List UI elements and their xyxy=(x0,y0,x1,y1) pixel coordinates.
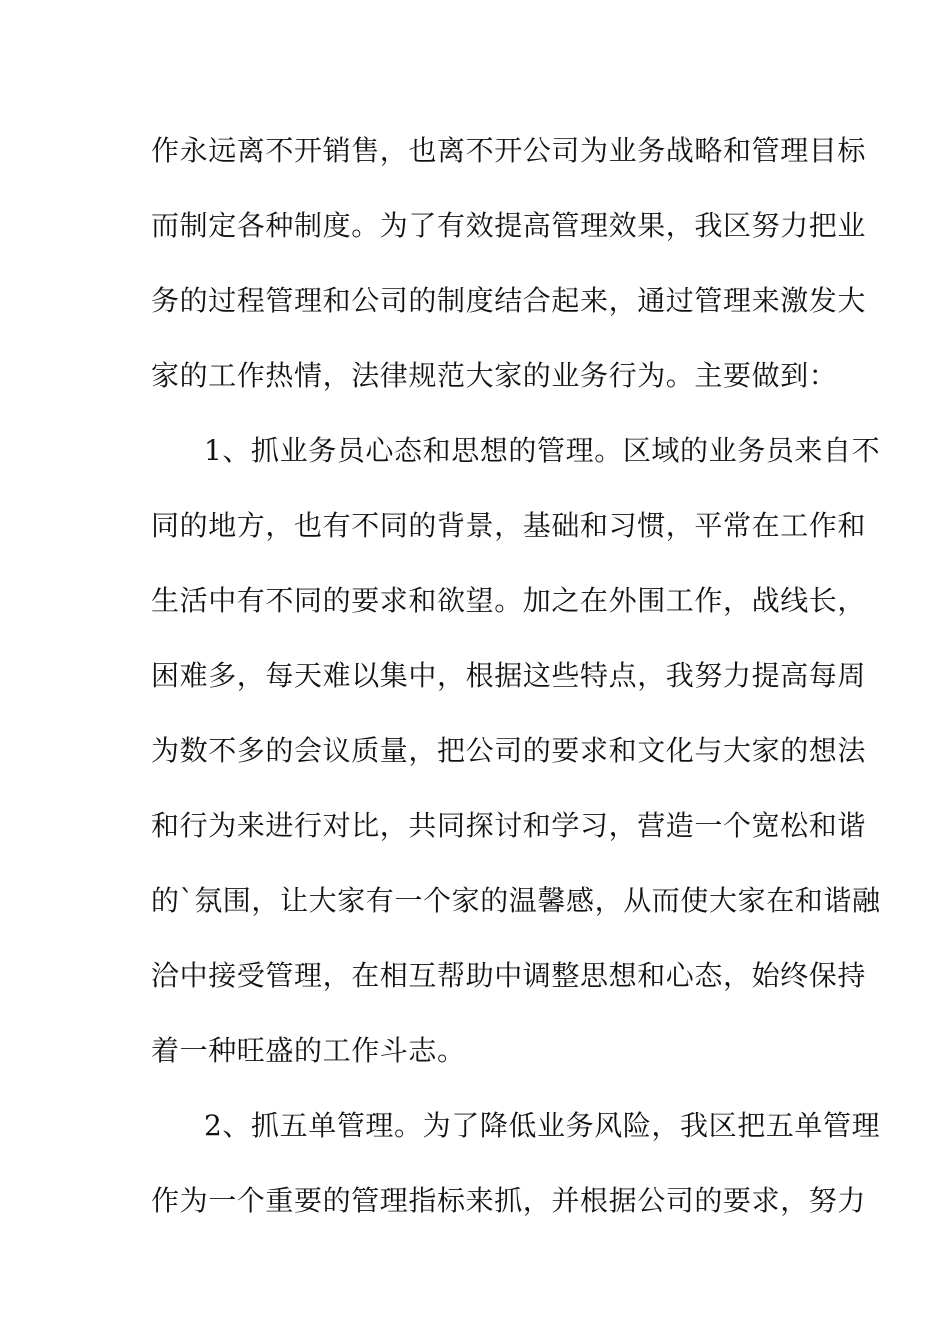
text-line: 作永远离不开销售，也离不开公司为业务战略和管理目标 xyxy=(151,134,867,167)
text-line: 和行为来进行对比，共同探讨和学习，营造一个宽松和谐 xyxy=(151,809,867,842)
paragraph-2-first-line: 2、抓五单管理。为了降低业务风险，我区把五单管理 xyxy=(204,1109,881,1142)
text-line: 而制定各种制度。为了有效提高管理效果，我区努力把业 xyxy=(151,209,867,242)
text-line: 同的地方，也有不同的背景，基础和习惯，平常在工作和 xyxy=(151,509,867,542)
text-line: 为数不多的会议质量，把公司的要求和文化与大家的想法 xyxy=(151,734,867,767)
text-line: 生活中有不同的要求和欲望。加之在外围工作，战线长， xyxy=(151,584,867,617)
text-line: 着一种旺盛的工作斗志。 xyxy=(151,1034,466,1067)
text-line: 家的工作热情，法律规范大家的业务行为。主要做到： xyxy=(151,359,838,392)
paragraph-1-first-line: 1、抓业务员心态和思想的管理。区域的业务员来自不 xyxy=(204,434,881,467)
text-line: 洽中接受管理，在相互帮助中调整思想和心态，始终保持 xyxy=(151,959,867,992)
text-line: 的`氛围，让大家有一个家的温馨感，从而使大家在和谐融 xyxy=(151,884,881,917)
text-line: 作为一个重要的管理指标来抓，并根据公司的要求，努力 xyxy=(151,1184,867,1217)
text-line: 困难多，每天难以集中，根据这些特点，我努力提高每周 xyxy=(151,659,867,692)
text-line: 务的过程管理和公司的制度结合起来，通过管理来激发大 xyxy=(151,284,867,317)
